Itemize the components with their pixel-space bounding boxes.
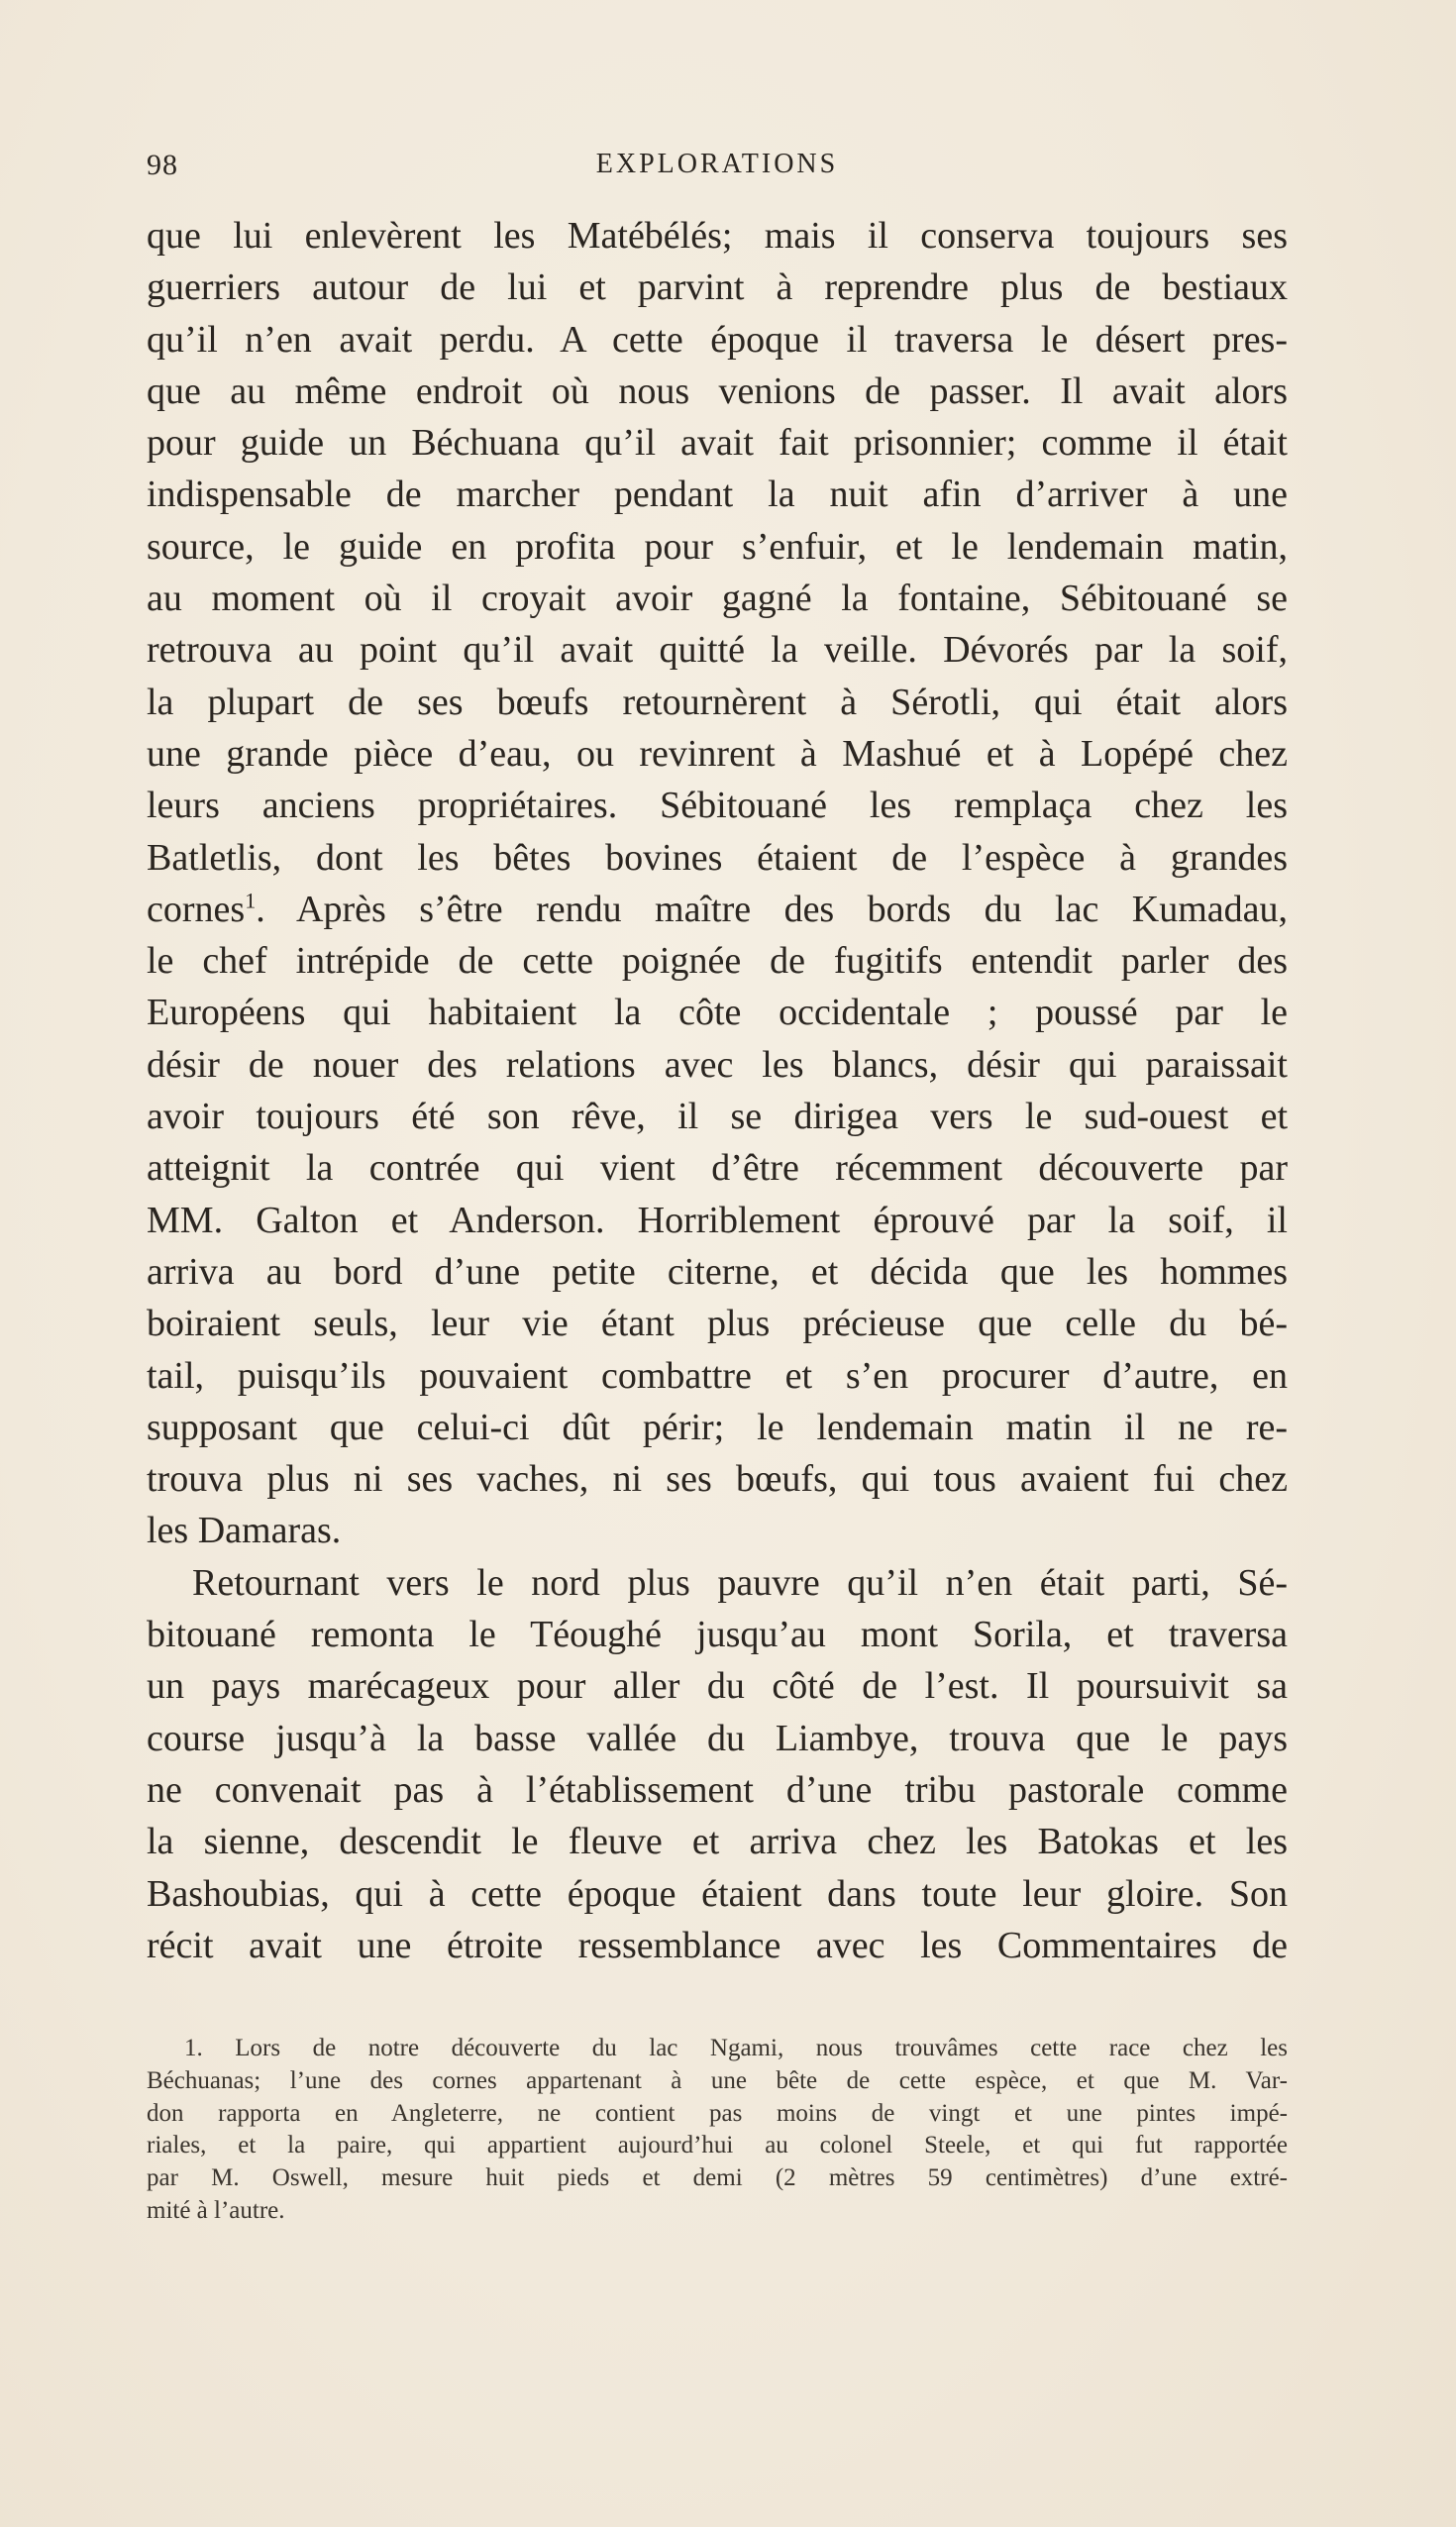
- text-line: la plupart de ses bœufs retournèrent à Sérotli, qui était alors: [147, 681, 1288, 723]
- paragraph-first-line: Retournant vers le nord plus pauvre qu’il n’en était parti, Sé-: [192, 1561, 1288, 1604]
- text-line: arriva au bord d’une petite citerne, et décida que les hommes: [147, 1250, 1288, 1293]
- text-line: désir de nouer des relations avec les blancs, désir qui paraissait: [147, 1043, 1288, 1086]
- body-text: [147, 210, 1288, 1971]
- text-line: que lui enlevèrent les Matébélés; mais il conserva toujours ses: [147, 215, 1288, 257]
- footnote-reference: 1: [245, 888, 257, 913]
- text-line: leurs anciens propriétaires. Sébitouané les remplaça chez les: [147, 785, 1288, 827]
- footnote-line: 1. Lors de notre découverte du lac Ngami, nous trouvâmes cette race chez les: [184, 2035, 1288, 2061]
- footnote-line: don rapporta en Angleterre, ne contient pas moins de vingt et une pintes impé-: [147, 2099, 1288, 2127]
- text-line: boiraient seuls, leur vie étant plus précieuse que celle du bé-: [147, 1303, 1288, 1345]
- running-head: EXPLORATIONS: [595, 149, 839, 179]
- text-line: récit avait une étroite ressemblance avec les Commentaires de: [147, 1924, 1288, 1966]
- footnote-line: riales, et la paire, qui appartient aujourd’hui au colonel Steele, et qui fut rapportée: [147, 2132, 1288, 2159]
- text-line: tail, puisqu’ils pouvaient combattre et s’en procurer d’autre, en: [147, 1354, 1288, 1397]
- text-line: trouva plus ni ses vaches, ni ses bœufs, qui tous avaient fui chez: [147, 1458, 1288, 1501]
- footnote-line: Béchuanas; l’une des cornes appartenant à une bête de cette espèce, et que M. Var-: [147, 2066, 1288, 2094]
- text-line: MM. Galton et Anderson. Horriblement éprouvé par la soif, il: [147, 1199, 1288, 1241]
- text-line: avoir toujours été son rêve, il se dirigea vers le sud-ouest et: [147, 1096, 1288, 1138]
- text-line: source, le guide en profita pour s’enfuir, et le lendemain matin,: [147, 525, 1288, 568]
- text-line: une grande pièce d’eau, ou revinrent à Mashué et à Lopépé chez: [147, 732, 1288, 775]
- text-line: qu’il n’en avait perdu. A cette époque il traversa le désert pres-: [147, 318, 1288, 361]
- footnote-line: par M. Oswell, mesure huit pieds et demi (2 mètres 59 centimètres) d’une extré-: [147, 2164, 1288, 2192]
- page-number: 98: [147, 149, 178, 181]
- text-line: ne convenait pas à l’établissement d’une tribu pastorale comme: [147, 1768, 1288, 1811]
- text-line: indispensable de marcher pendant la nuit afin d’arriver à une: [147, 474, 1288, 516]
- text-line: bitouané remonta le Téoughé jusqu’au mont Sorila, et traversa: [147, 1614, 1288, 1656]
- text-segment: . Après s’être rendu maître des bords du lac Kumadau,: [256, 888, 1288, 930]
- text-segment: cornes: [147, 888, 246, 930]
- footnote-line: mité à l’autre.: [147, 2196, 285, 2224]
- text-line: Bashoubias, qui à cette époque étaient dans toute leur gloire. Son: [147, 1872, 1288, 1915]
- text-line: les Damaras.: [147, 1510, 342, 1552]
- text-line: course jusqu’à la basse vallée du Liambye, trouva que le pays: [147, 1717, 1288, 1759]
- text-line: que au même endroit où nous venions de passer. Il avait alors: [147, 369, 1288, 412]
- text-line: un pays marécageux pour aller du côté de l’est. Il poursuivit sa: [147, 1665, 1288, 1708]
- text-line: au moment où il croyait avoir gagné la fontaine, Sébitouané se: [147, 578, 1288, 620]
- page-header: [147, 149, 1288, 188]
- text-line: Européens qui habitaient la côte occidentale ; poussé par le: [147, 992, 1288, 1034]
- text-line: supposant que celui-ci dût périr; le lendemain matin il ne re-: [147, 1406, 1288, 1448]
- text-line: atteignit la contrée qui vient d’être récemment découverte par: [147, 1147, 1288, 1190]
- text-line: retrouva au point qu’il avait quitté la veille. Dévorés par la soif,: [147, 629, 1288, 672]
- text-line: pour guide un Béchuana qu’il avait fait prisonnier; comme il était: [147, 422, 1288, 465]
- text-line: Batletlis, dont les bêtes bovines étaient de l’espèce à grandes: [147, 836, 1288, 879]
- footnotes: [147, 2033, 1288, 2228]
- text-line: la sienne, descendit le fleuve et arriva chez les Batokas et les: [147, 1821, 1288, 1863]
- text-line: le chef intrépide de cette poignée de fugitifs entendit parler des: [147, 940, 1288, 983]
- text-line-with-footnote-ref: [147, 884, 1288, 935]
- text-line: guerriers autour de lui et parvint à reprendre plus de bestiaux: [147, 266, 1288, 309]
